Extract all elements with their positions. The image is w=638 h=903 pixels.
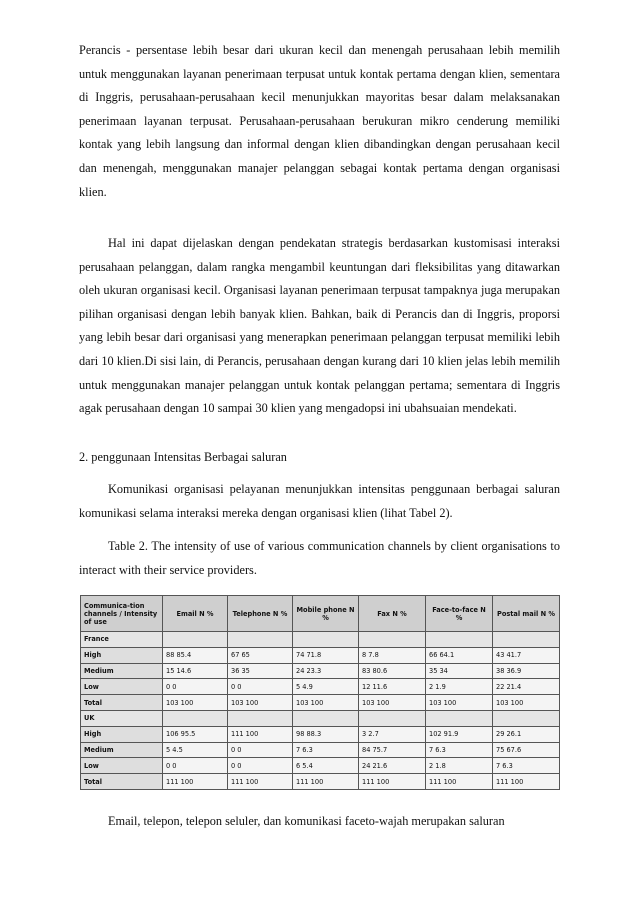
section-heading: 2. penggunaan Intensitas Berbagai saluran bbox=[79, 450, 287, 464]
header-cell: Fax N % bbox=[359, 596, 426, 632]
table-cell: 43 41.7 bbox=[493, 647, 560, 663]
table-cell: 7 6.3 bbox=[493, 758, 560, 774]
table-cell: 103 100 bbox=[359, 695, 426, 711]
empty-cell bbox=[293, 710, 359, 726]
table-cell: 24 23.3 bbox=[293, 663, 359, 679]
table-cell: 5 4.5 bbox=[163, 742, 228, 758]
table-cell: 7 6.3 bbox=[426, 742, 493, 758]
paragraph-5: Email, telepon, telepon seluler, dan komunikasi faceto-wajah merupakan saluran bbox=[108, 814, 505, 828]
header-cell: Face-to-face N % bbox=[426, 596, 493, 632]
table-cell: 3 2.7 bbox=[359, 726, 426, 742]
header-cell: Mobile phone N % bbox=[293, 596, 359, 632]
table-cell: 12 11.6 bbox=[359, 679, 426, 695]
table-cell: 24 21.6 bbox=[359, 758, 426, 774]
table-cell: 2 1.8 bbox=[426, 758, 493, 774]
table-cell: 15 14.6 bbox=[163, 663, 228, 679]
table-cell: 35 34 bbox=[426, 663, 493, 679]
paragraph-3: Komunikasi organisasi pelayanan menunjukkan intensitas penggunaan berbagai saluran komunikasi selama interaksi mereka dengan organisasi klien (lihat Tabel 2). bbox=[79, 482, 560, 520]
table-cell: 74 71.8 bbox=[293, 647, 359, 663]
table-cell: 106 95.5 bbox=[163, 726, 228, 742]
table-row bbox=[81, 742, 560, 758]
table-cell: 0 0 bbox=[228, 679, 293, 695]
table-cell: 102 91.9 bbox=[426, 726, 493, 742]
empty-cell bbox=[163, 632, 228, 648]
table-row bbox=[81, 679, 560, 695]
empty-cell bbox=[426, 710, 493, 726]
header-cell: Telephone N % bbox=[228, 596, 293, 632]
table-cell: 111 100 bbox=[163, 774, 228, 790]
header-cell: Email N % bbox=[163, 596, 228, 632]
table-cell: 8 7.8 bbox=[359, 647, 426, 663]
empty-cell bbox=[493, 632, 560, 648]
table-row bbox=[81, 663, 560, 679]
table-cell: 111 100 bbox=[426, 774, 493, 790]
table-cell: 103 100 bbox=[163, 695, 228, 711]
empty-cell bbox=[359, 632, 426, 648]
row-label: Low bbox=[81, 679, 163, 695]
table-group-row bbox=[81, 632, 560, 648]
table-cell: 83 80.6 bbox=[359, 663, 426, 679]
table-cell: 111 100 bbox=[359, 774, 426, 790]
table-cell: 111 100 bbox=[293, 774, 359, 790]
empty-cell bbox=[163, 710, 228, 726]
group-label: France bbox=[81, 632, 163, 648]
empty-cell bbox=[228, 710, 293, 726]
table-cell: 36 35 bbox=[228, 663, 293, 679]
table-row bbox=[81, 758, 560, 774]
table-cell: 38 36.9 bbox=[493, 663, 560, 679]
empty-cell bbox=[359, 710, 426, 726]
row-label: Medium bbox=[81, 742, 163, 758]
empty-cell bbox=[228, 632, 293, 648]
table-body bbox=[81, 632, 560, 790]
table-cell: 88 85.4 bbox=[163, 647, 228, 663]
table-cell: 0 0 bbox=[163, 758, 228, 774]
table-cell: 98 88.3 bbox=[293, 726, 359, 742]
channels-table bbox=[80, 595, 560, 790]
table-cell: 29 26.1 bbox=[493, 726, 560, 742]
table-cell: 75 67.6 bbox=[493, 742, 560, 758]
table-cell: 0 0 bbox=[228, 758, 293, 774]
empty-cell bbox=[293, 632, 359, 648]
table-cell: 103 100 bbox=[293, 695, 359, 711]
table-row bbox=[81, 695, 560, 711]
header-cell: Communica-tion channels / Intensity of use bbox=[81, 596, 163, 632]
empty-cell bbox=[426, 632, 493, 648]
table-row bbox=[81, 774, 560, 790]
table-group-row bbox=[81, 710, 560, 726]
table-cell: 66 64.1 bbox=[426, 647, 493, 663]
header-cell: Postal mail N % bbox=[493, 596, 560, 632]
table-cell: 67 65 bbox=[228, 647, 293, 663]
table-caption: Table 2. The intensity of use of various communication channels by client organisations to interact with their service providers. bbox=[79, 539, 560, 577]
table-cell: 5 4.9 bbox=[293, 679, 359, 695]
empty-cell bbox=[493, 710, 560, 726]
table-cell: 22 21.4 bbox=[493, 679, 560, 695]
table-cell: 103 100 bbox=[228, 695, 293, 711]
row-label: High bbox=[81, 647, 163, 663]
table-cell: 103 100 bbox=[493, 695, 560, 711]
table-row bbox=[81, 647, 560, 663]
table-cell: 103 100 bbox=[426, 695, 493, 711]
table-cell: 111 100 bbox=[228, 726, 293, 742]
paragraph-2: Hal ini dapat dijelaskan dengan pendekatan strategis berdasarkan kustomisasi interaksi perusahaan pelanggan, dalam rangka mengambil keuntungan dari fleksibilitas yang ditawarkan oleh ukuran organisasi kecil. Organisasi layanan penerimaan terpusat tampaknya juga merupakan pilihan organisasi dengan lebih banyak klien. Bahkan, baik di Perancis dan di Inggris, proporsi yang lebih besar dari organisasi yang menerapkan penerimaan pelanggan terpusat memiliki lebih dari 10 klien.Di sisi lain, di Perancis, perusahaan dengan kurang dari 10 klien jelas lebih memilih untuk menggunakan manajer pelanggan untuk kontak pelanggan pertama; sementara di Inggris agak perusahaan dengan 10 sampai 30 klien yang mengadopsi ini ubahsuaian mendekati. bbox=[79, 236, 560, 416]
table-row bbox=[81, 726, 560, 742]
paragraph-1: Perancis - persentase lebih besar dari ukuran kecil dan menengah perusahaan lebih memilih untuk menggunakan layanan penerimaan terpusat untuk kontak pertama dengan klien, sementara di Inggris, perusahaan-perusahaan kecil menunjukkan mayoritas besar dalam melaksanakan penerimaan layanan terpusat. Perusahaan-perusahaan berukuran mikro cenderung memiliki kontak yang lebih langsung dan informal dengan klien dibandingkan dengan perusahaan kecil dan menengah, menggunakan manajer pelanggan sebagai kontak pertama dengan organisasi klien. bbox=[79, 43, 560, 199]
row-label: Total bbox=[81, 695, 163, 711]
table-cell: 7 6.3 bbox=[293, 742, 359, 758]
row-label: Total bbox=[81, 774, 163, 790]
row-label: Medium bbox=[81, 663, 163, 679]
table-cell: 0 0 bbox=[228, 742, 293, 758]
table-header-row bbox=[81, 596, 560, 632]
row-label: High bbox=[81, 726, 163, 742]
table-cell: 0 0 bbox=[163, 679, 228, 695]
table-cell: 111 100 bbox=[493, 774, 560, 790]
table-cell: 6 5.4 bbox=[293, 758, 359, 774]
table-cell: 111 100 bbox=[228, 774, 293, 790]
group-label: UK bbox=[81, 710, 163, 726]
table-cell: 84 75.7 bbox=[359, 742, 426, 758]
table-cell: 2 1.9 bbox=[426, 679, 493, 695]
table-2-image bbox=[80, 595, 559, 790]
row-label: Low bbox=[81, 758, 163, 774]
